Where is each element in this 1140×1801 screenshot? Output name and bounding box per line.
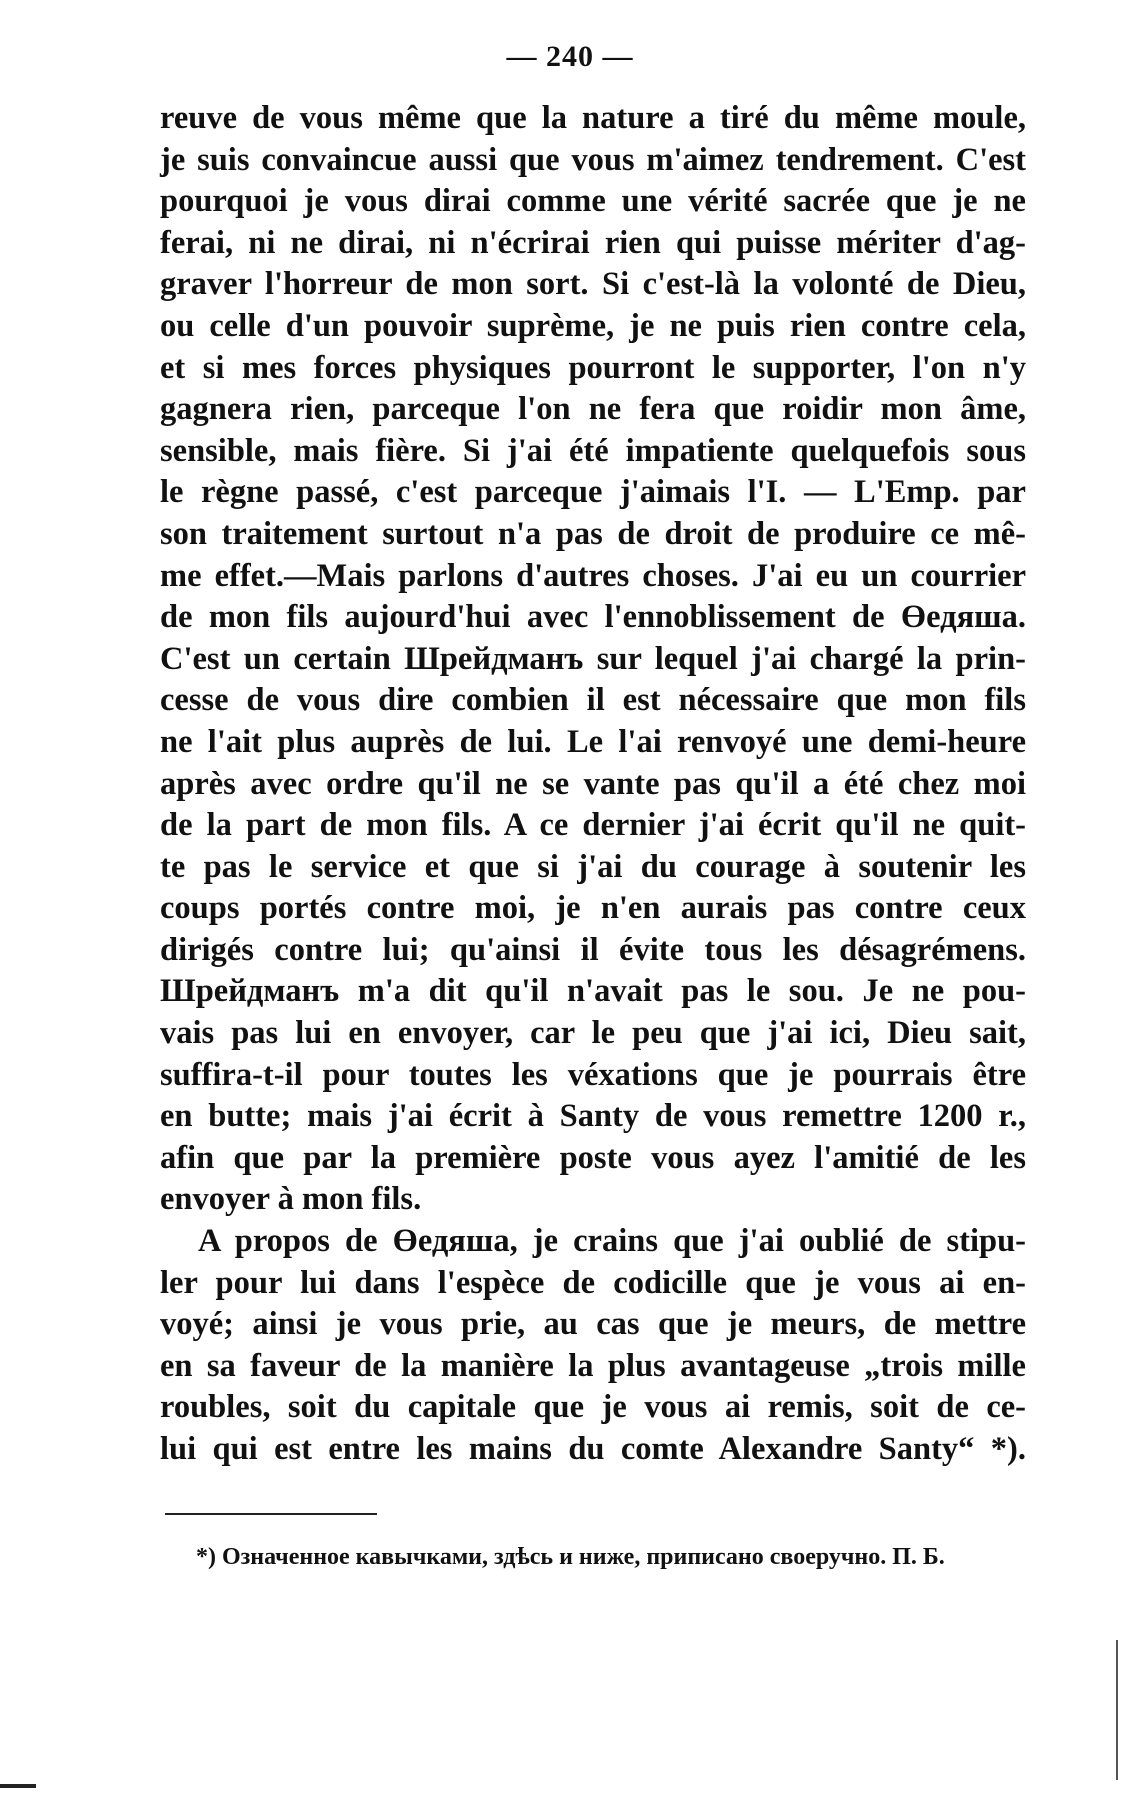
text-line: de mon fils aujourd'hui avec l'ennoblissement de Өедяша. — [160, 599, 1026, 636]
text-line: je suis convaincue aussi que vous m'aimez tendrement. C'est — [160, 141, 1026, 178]
text-line: dirigés contre lui; qu'ainsi il évite tous les désagrémens. — [160, 931, 1026, 968]
text-line: graver l'horreur de mon sort. Si c'est-là la volonté de Dieu, — [160, 266, 1026, 303]
text-line: en butte; mais j'ai écrit à Santy de vous remettre 1200 r., — [160, 1098, 1026, 1135]
scan-artifact-edge — [1116, 1640, 1118, 1780]
footnote: *) Означенное кавычками, здѣсь и ниже, приписано своеручно. П. Б. — [196, 1544, 945, 1570]
body-text — [160, 98, 1026, 1471]
text-line: me effet.—Mais parlons d'autres choses. J'ai eu un courrier — [160, 557, 1026, 594]
text-line: C'est un certain Шрейдманъ sur lequel j'ai chargé la prin- — [160, 640, 1026, 677]
text-line: gagnera rien, parceque l'on ne fera que roidir mon âme, — [160, 391, 1026, 428]
text-line: et si mes forces physiques pourront le supporter, l'on n'y — [160, 349, 1026, 386]
footnote-divider — [165, 1513, 377, 1515]
text-line: vais pas lui en envoyer, car le peu que j'ai ici, Dieu sait, — [160, 1015, 1026, 1052]
page-number: — 240 — — [506, 40, 634, 73]
text-line: reuve de vous même que la nature a tiré du même moule, — [160, 100, 1026, 136]
text-line: ler pour lui dans l'espèce de codicille que je vous ai en- — [160, 1264, 1026, 1301]
text-line: A propos de Өедяша, je crains que j'ai oublié de stipu- — [198, 1223, 1026, 1260]
text-line: sensible, mais fière. Si j'ai été impatiente quelquefois sous — [160, 432, 1026, 469]
text-line: en sa faveur de la manière la plus avantageuse „trois mille — [160, 1347, 1026, 1384]
text-line: te pas le service et que si j'ai du courage à soutenir les — [160, 848, 1026, 885]
text-line: suffira-t-il pour toutes les véxations que je pourrais être — [160, 1056, 1026, 1093]
text-line: Шрейдманъ m'a dit qu'il n'avait pas le sou. Je ne pou- — [160, 973, 1026, 1010]
text-line: le règne passé, c'est parceque j'aimais l'I. — L'Emp. par — [160, 474, 1026, 511]
text-line: après avec ordre qu'il ne se vante pas qu'il a été chez moi — [160, 765, 1026, 802]
text-line: de la part de mon fils. A ce dernier j'ai écrit qu'il ne quit- — [160, 807, 1026, 844]
text-line: ne l'ait plus auprès de lui. Le l'ai renvoyé une demi-heure — [160, 723, 1026, 760]
text-line: son traitement surtout n'a pas de droit de produire ce mê- — [160, 515, 1026, 552]
text-line: ou celle d'un pouvoir suprème, je ne puis rien contre cela, — [160, 307, 1026, 344]
text-line: lui qui est entre les mains du comte Alexandre Santy“ *). — [160, 1431, 1026, 1467]
text-line: pourquoi je vous dirai comme une vérité sacrée que je ne — [160, 183, 1026, 220]
text-line: cesse de vous dire combien il est nécessaire que mon fils — [160, 682, 1026, 719]
text-line: ferai, ni ne dirai, ni n'écrirai rien qui puisse mériter d'ag- — [160, 224, 1026, 261]
text-line: coups portés contre moi, je n'en aurais pas contre ceux — [160, 890, 1026, 927]
text-line: envoyer à mon fils. — [160, 1181, 422, 1218]
text-line: voyé; ainsi je vous prie, au cas que je meurs, de mettre — [160, 1306, 1026, 1343]
text-line: afin que par la première poste vous ayez l'amitié de les — [160, 1139, 1026, 1176]
scan-artifact-mark — [0, 1784, 36, 1788]
text-line: roubles, soit du capitale que je vous ai remis, soit de ce- — [160, 1389, 1026, 1426]
